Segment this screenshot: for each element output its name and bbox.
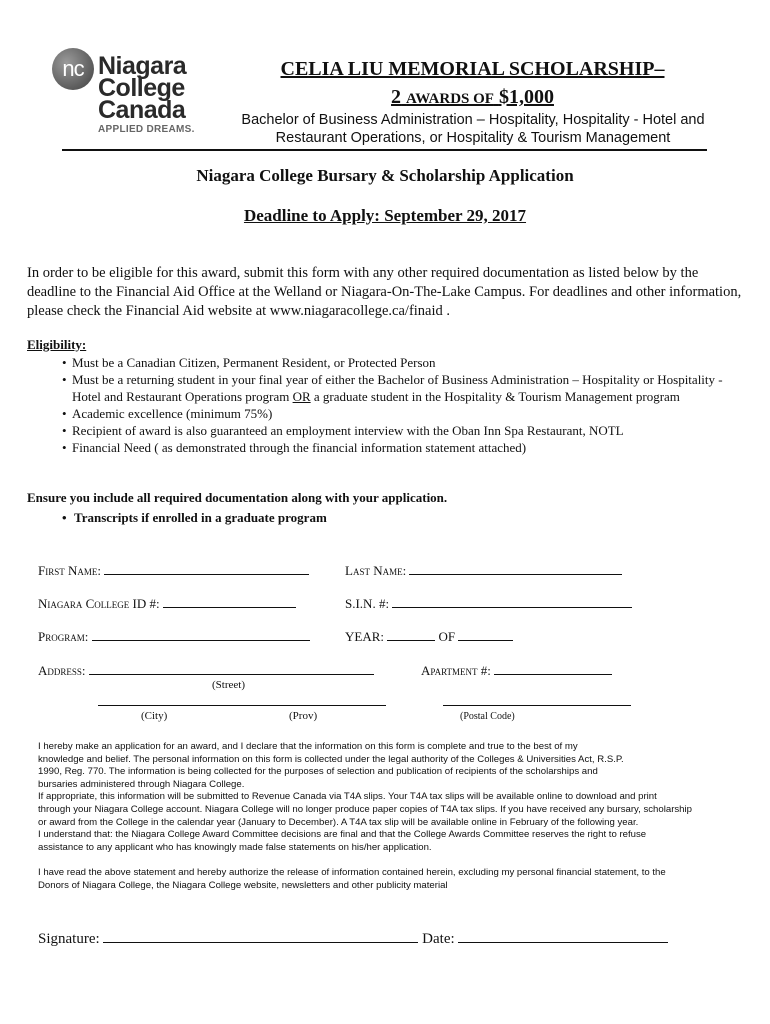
postal-code-input-line[interactable] (443, 705, 631, 706)
college-id-input-line[interactable] (163, 595, 296, 608)
or-emphasis: OR (292, 389, 311, 404)
sin-field[interactable] (345, 595, 632, 612)
street-input-line[interactable] (89, 662, 374, 675)
first-name-label: First Name: (38, 563, 101, 578)
eligibility-item: • Academic excellence (minimum 75%) (62, 405, 752, 422)
program-subtitle: Bachelor of Business Administration – Hospitality, Hospitality - Hotel and Restaurant Operations, or Hospitality & Tourism Management (241, 112, 705, 146)
sin-input-line[interactable] (392, 595, 632, 608)
signature-row (38, 928, 668, 948)
year-field[interactable] (345, 628, 513, 645)
first-name-field[interactable] (38, 562, 309, 579)
nc-logo-mark: nc (52, 48, 94, 90)
logo-word-niagara: Niagara (98, 52, 187, 80)
year-label: YEAR: (345, 629, 384, 644)
college-logo (52, 48, 202, 138)
logo-word-canada: Canada (98, 96, 186, 124)
signature-label: Signature: (38, 931, 100, 947)
city-caption: (City) (141, 710, 168, 722)
sin-label: S.I.N. #: (345, 596, 390, 611)
program-input-line[interactable] (92, 628, 310, 641)
first-name-input-line[interactable] (104, 562, 309, 575)
date-label: Date: (422, 931, 455, 947)
logo-tagline: APPLIED DREAMS. (98, 124, 195, 135)
documentation-item: • Transcripts if enrolled in a graduate program (62, 510, 327, 526)
last-name-label: Last Name: (345, 563, 407, 578)
date-input-line[interactable] (458, 928, 668, 943)
eligibility-list (62, 354, 752, 456)
year-input-line[interactable] (387, 628, 435, 641)
declaration-text: I hereby make an application for an award, and I declare that the information on this form is complete and true to the best of my knowledge and belief. The personal information on this form is collected under the legal authority of the Colleges & Universities Act, R.S.P. 1990, Reg. 770. The information is being collected for the purposes of selection and publication of recipients of the scholarships and bursaries administered through Niagara College. If appropriate, this information will be submitted to Revenue Canada via T4A slips. Your T4A tax slips will be available online to download and print through your Niagara College account. Niagara College will no longer produce paper copies of T4A tax slips. If you have received any bursary, scholarship or award from the College in the calendar year (January to December). A T4A tax slip will be available online in February of the following year. I understand that: the Niagara College Award Committee decisions are final and that the College Awards Committee reserves the right to refuse assistance to any applicant who has knowingly made false statements on his/her application. (38, 741, 692, 853)
city-prov-input-line[interactable] (98, 705, 386, 706)
application-title: Niagara College Bursary & Scholarship Application (196, 166, 574, 185)
college-id-field[interactable] (38, 595, 296, 612)
eligibility-item: • Must be a returning student in your final year of either the Bachelor of Business Administration – Hospitality or Hospitality - Hotel and Restaurant Operations program OR a graduate student in the Hospitality & Tourism Management program (62, 371, 752, 405)
eligibility-heading: Eligibility: (27, 337, 87, 352)
last-name-input-line[interactable] (409, 562, 622, 575)
awards-text: AWARDS OF (406, 91, 494, 107)
signature-input-line[interactable] (103, 928, 418, 943)
apartment-field[interactable] (421, 662, 612, 679)
logo-word-college: College (98, 74, 185, 102)
documentation-heading: Ensure you include all required documentation along with your application. (27, 490, 448, 505)
address-label: Address: (38, 663, 86, 678)
intro-paragraph: In order to be eligible for this award, submit this form with any other required documentation as listed below by the deadline to the Financial Aid Office at the Welland or Niagara-On-The-Lake Campus. For deadlines and other information, please check the Financial Aid website at www.niagaracollege.ca/finaid . (27, 265, 742, 319)
postal-code-caption: (Postal Code) (460, 711, 515, 722)
awards-amount: $1,000 (498, 86, 554, 108)
street-caption: (Street) (212, 679, 245, 691)
of-input-line[interactable] (458, 628, 513, 641)
eligibility-item: • Financial Need ( as demonstrated through the financial information statement attached) (62, 439, 752, 456)
last-name-field[interactable] (345, 562, 622, 579)
awards-count: 2 (391, 86, 402, 108)
college-id-label: Niagara College ID #: (38, 596, 160, 611)
prov-caption: (Prov) (289, 710, 318, 722)
of-label: OF (438, 629, 456, 644)
header-divider (62, 149, 707, 151)
address-field[interactable] (38, 662, 374, 679)
scholarship-title: CELIA LIU MEMORIAL SCHOLARSHIP– (280, 58, 665, 80)
apartment-label: Apartment #: (421, 663, 491, 678)
eligibility-item: • Recipient of award is also guaranteed an employment interview with the Oban Inn Spa Restaurant, NOTL (62, 422, 752, 439)
apartment-input-line[interactable] (494, 662, 612, 675)
eligibility-item: • Must be a Canadian Citizen, Permanent Resident, or Protected Person (62, 354, 752, 371)
awards-line (230, 86, 715, 109)
program-label: Program: (38, 629, 89, 644)
program-field[interactable] (38, 628, 310, 645)
release-authorization-text: I have read the above statement and hereby authorize the release of information contained herein, excluding my personal financial statement, to the Donors of Niagara College, the Niagara College website, newsletters and other publicity material (38, 867, 666, 891)
deadline-heading: Deadline to Apply: September 29, 2017 (243, 206, 527, 225)
